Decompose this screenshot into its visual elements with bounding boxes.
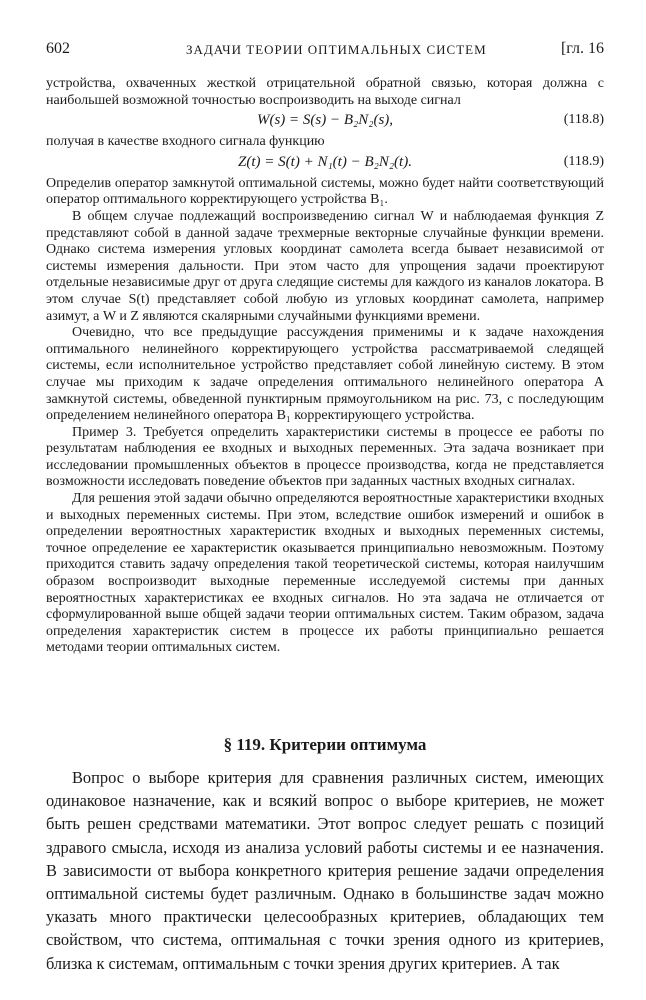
equation-expression: Z(t) = S(t) + N₁(t) − B₂N₂(t). (238, 153, 412, 170)
equation-118-9 (46, 154, 604, 173)
page-number: 602 (46, 40, 70, 57)
running-header (46, 40, 604, 60)
equation-number: (118.8) (563, 112, 604, 128)
equation-expression: W(s) = S(s) − B₂N₂(s), (256, 112, 394, 129)
section-text (46, 766, 604, 975)
equation-118-8 (46, 112, 604, 131)
paragraph-example-3: Пример 3. Требуется определить характеристики системы в процессе ее работы по результатам наблюдения ее входных и выходных переменных. Эта задача возникает при исследовании промышленных объектов в процессе производства, когда не представляется возможности исследовать поведение объектов при заданных частных входных сигналах. (46, 424, 604, 490)
paragraph-0: устройства, охваченных жесткой отрицательной обратной связью, которая должна с наибольшей возможной точностью воспроизводить на выходе сигнал (46, 76, 604, 108)
main-text (46, 76, 604, 657)
paragraph-4: Очевидно, что все предыдущие рассуждения применимы и к задаче нахождения оптимального нелинейного корректирующего устройства рассматриваемой следящей системы, если исполнительное устройство представляет собой линейную систему. В этом случае мы приходим к задаче определения оптимального нелинейного оператора A замкнутой системы, обведенной пунктирным прямоугольником на рис. 73, с последующим определением нелинейного оператора B₁ корректирующего устройства. (46, 325, 604, 424)
paragraph-2: Определив оператор замкнутой оптимальной системы, можно будет найти соответствующий оператор оптимального корректирующего устройства B₁. (46, 175, 604, 208)
chapter-marker: [гл. 16 (560, 40, 604, 57)
paragraph-3: В общем случае подлежащий воспроизведению сигнал W и наблюдаемая функция Z представляют собой в данной задаче трехмерные векторные случайные функции времени. Однако система измерения угловых координат самолета всегда бывает независимой от системы измерения дальности. При этом часто для упрощения задачи проектируют отдельные независимые друг от друга следящие системы для каждого из каналов локатора. В этом случае S(t) представляет собой любую из угловых координат самолета, например азимут, а W и Z являются скалярными случайными функциями времени. (46, 208, 604, 324)
paragraph-1: получая в качестве входного сигнала функцию (46, 134, 325, 150)
paragraph-6: Для решения этой задачи обычно определяются вероятностные характеристики входных и выходных переменных системы. При этом, вследствие ошибок измерений и ошибок в определении вероятностных характеристик входных и выходных переменных системы, точное определение ее характеристик оказывается принципиально невозможным. Поэтому приходится ставить задачу определения такой теоретической системы, которая наилучшим образом воспроизводит выходные переменные исследуемой системы при данных вероятностных характеристиках ее входных сигналов. Но эта задача не отличается от сформулированной выше общей задачи теории оптимальных систем. Таким образом, задача определения характеристик систем в процессе их работы принципиально решается методами теории оптимальных систем. (46, 491, 604, 656)
running-title: ЗАДАЧИ ТЕОРИИ ОПТИМАЛЬНЫХ СИСТЕМ (186, 42, 487, 57)
section-heading: § 119. Критерии оптимума (223, 735, 427, 754)
paragraph-7: Вопрос о выборе критерия для сравнения различных систем, имеющих одинаковое назначение, как и всякий вопрос о выборе критериев, не может быть решен средствами математики. Этот вопрос следует решать с позиций здравого смысла, исходя из анализа условий работы системы и ее назначения. В зависимости от выбора конкретного критерия решение задачи определения оптимальной системы будет различным. Однако в большинстве задач можно указать много практически целесообразных критериев, обладающих тем свойством, что система, оптимальная с точки зрения одного из критериев, близка к системам, оптимальным с точки зрения других критериев. А так (46, 768, 604, 973)
equation-number: (118.9) (563, 153, 604, 169)
